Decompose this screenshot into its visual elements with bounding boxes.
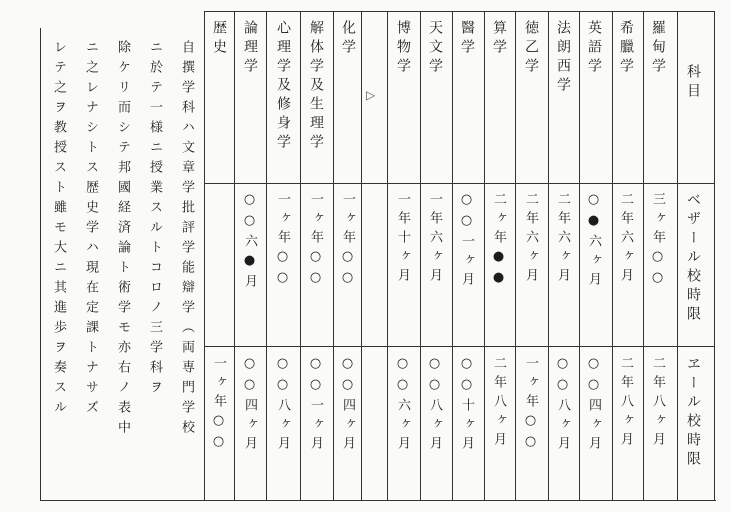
column-divider xyxy=(612,11,613,501)
table-left-edge xyxy=(204,11,205,501)
right-border xyxy=(714,11,715,501)
geneva-value: ○○八ヶ月 xyxy=(427,356,442,455)
row-divider-berne xyxy=(204,183,714,184)
column-divider xyxy=(452,11,453,501)
geneva-value: 一ヶ年○○ xyxy=(523,356,538,455)
berne-value: 二年六ヶ月 xyxy=(523,192,538,287)
subject-name: 化学 xyxy=(340,20,356,58)
column-divider xyxy=(484,11,485,501)
column-divider xyxy=(515,11,516,501)
bracket-mark-icon: ▷ xyxy=(366,88,376,102)
geneva-value: 二年八ヶ月 xyxy=(650,356,665,451)
column-divider xyxy=(548,11,549,501)
subject-name: 算学 xyxy=(491,20,507,58)
column-divider xyxy=(387,11,388,501)
subject-name: 法朗西学 xyxy=(555,20,571,96)
berne-value: 二年六ヶ月 xyxy=(555,192,570,287)
berne-value: ○●六ヶ月 xyxy=(586,192,601,291)
subject-name: 徳乙学 xyxy=(523,20,539,77)
column-divider xyxy=(677,11,678,501)
header-geneva: ヱール校時限 xyxy=(685,356,701,470)
geneva-value: ○○八ヶ月 xyxy=(555,356,570,455)
berne-value: 二ヶ年●● xyxy=(491,192,506,291)
geneva-value: ○○四ヶ月 xyxy=(586,356,601,455)
note-line: ニ之レナシトス歴史学ハ現在定課トナサズ xyxy=(83,40,98,420)
row-divider-geneva xyxy=(204,346,714,347)
subject-name: 博物学 xyxy=(395,20,411,77)
subject-name: 希臘学 xyxy=(618,20,634,77)
berne-value: 二年六ヶ月 xyxy=(618,192,633,287)
geneva-value: ○○六ヶ月 xyxy=(395,356,410,455)
column-divider xyxy=(300,11,301,501)
left-border xyxy=(40,28,41,500)
geneva-value: ○○十ヶ月 xyxy=(459,356,474,455)
column-divider xyxy=(266,11,267,501)
column-divider xyxy=(361,11,362,501)
geneva-value: ○○四ヶ月 xyxy=(242,356,257,455)
geneva-value: 一ヶ年○○ xyxy=(211,356,226,455)
berne-value: 一ヶ年○○ xyxy=(275,192,290,291)
top-border xyxy=(204,11,714,12)
berne-value: 一年六ヶ月 xyxy=(427,192,442,287)
geneva-value: 二年八ヶ月 xyxy=(491,356,506,451)
geneva-value: ○○一ヶ月 xyxy=(308,356,323,455)
subject-name: 英語学 xyxy=(586,20,602,77)
column-divider xyxy=(333,11,334,501)
note-line: 自撰学科ハ文章学批評学能辯学（両専門学校 xyxy=(179,40,194,440)
bottom-border xyxy=(40,500,716,501)
subject-name: 心理学及修身学 xyxy=(275,20,291,153)
subject-name: 解体学及生理学 xyxy=(308,20,324,153)
berne-value: 一ヶ年○○ xyxy=(340,192,355,291)
column-divider xyxy=(234,11,235,501)
berne-value: ○○六●月 xyxy=(242,192,257,293)
note-line: ニ於テ一様ニ授業スルトコロノ三学科ヲ xyxy=(147,40,162,400)
page-title: 科目 xyxy=(685,64,701,102)
geneva-value: ○○八ヶ月 xyxy=(275,356,290,455)
subject-name: 醫学 xyxy=(459,20,475,58)
geneva-value: ○○四ヶ月 xyxy=(340,356,355,455)
subject-name: 羅甸学 xyxy=(650,20,666,77)
berne-value: 一年十ヶ月 xyxy=(395,192,410,287)
note-line: 除ケリ而シテ邦國経済論ト術学モ亦右ノ表中 xyxy=(115,40,130,440)
subject-name: 論理学 xyxy=(242,20,258,77)
berne-value: 三ヶ年○○ xyxy=(650,192,665,291)
berne-value: ○○一ヶ月 xyxy=(459,192,474,291)
subject-name: 天文学 xyxy=(427,20,443,77)
column-divider xyxy=(420,11,421,501)
note-line: レテ之ヲ教授スト雖モ大ニ其進歩ヲ奏スル xyxy=(51,40,66,420)
column-divider xyxy=(643,11,644,501)
geneva-value: 二年八ヶ月 xyxy=(618,356,633,451)
header-berne: ベザール校時限 xyxy=(685,192,701,325)
berne-value: 一ヶ年○○ xyxy=(308,192,323,291)
subject-name: 歴史 xyxy=(211,20,227,58)
column-divider xyxy=(579,11,580,501)
